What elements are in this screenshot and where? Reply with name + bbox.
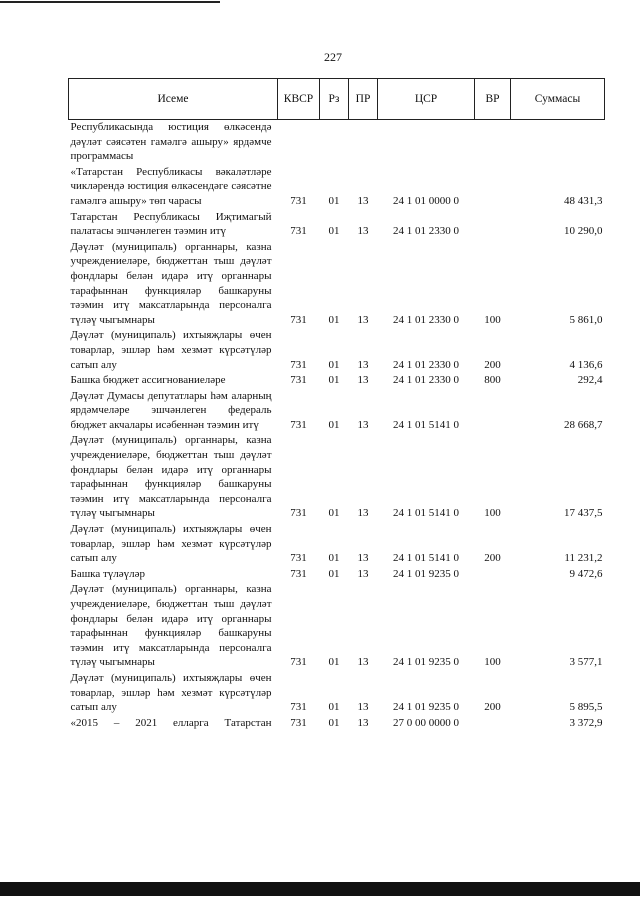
row-pr: 13 <box>357 374 369 387</box>
header-sum: Суммасы <box>511 79 605 120</box>
row-csr: 24 1 01 0000 0 <box>393 194 459 207</box>
row-rz: 01 <box>328 567 340 580</box>
table-row <box>69 582 605 671</box>
row-csr: 24 1 01 9235 0 <box>393 701 459 714</box>
row-sum: 9 472,6 <box>569 567 603 580</box>
row-name: Татарстан Республикасы Иҗтимагый палатасы эшчәнлеген тәэмин итү <box>70 210 272 238</box>
row-vr <box>475 567 511 583</box>
row-csr: 27 0 00 0000 0 <box>393 716 459 729</box>
row-csr: 24 1 01 5141 0 <box>393 507 459 520</box>
row-kvsr: 731 <box>290 225 307 238</box>
row-sum: 5 895,5 <box>569 701 603 714</box>
row-vr: 800 <box>484 374 501 387</box>
row-sum: 292,4 <box>577 374 603 387</box>
row-vr: 100 <box>484 507 501 520</box>
row-rz: 01 <box>328 194 340 207</box>
row-pr: 13 <box>357 567 369 580</box>
row-pr: 13 <box>357 194 369 207</box>
row-kvsr: 731 <box>290 507 307 520</box>
header-kvsr: КВСР <box>278 79 320 120</box>
row-pr <box>349 120 378 165</box>
row-pr: 13 <box>357 552 369 565</box>
row-name: Дәүләт (муниципаль) ихтыяҗлары өчен товарлар, эшләр һәм хезмәт күрсәтүләр сатып алу <box>70 329 272 371</box>
row-vr <box>475 120 511 165</box>
row-name: Дәүләт (муниципаль) органнары, казна учреждениеләре, бюджеттан тыш дәүләт фондлары белән идарә итү органнары тарафыннан функцияләр башкаруны тәэмин итү максатларында персоналга түләү чыгымнары <box>70 434 272 520</box>
row-csr: 24 1 01 2330 0 <box>393 313 459 326</box>
row-rz: 01 <box>328 701 340 714</box>
row-sum: 5 861,0 <box>569 313 603 326</box>
row-sum: 17 437,5 <box>564 507 603 520</box>
row-sum: 10 290,0 <box>564 225 603 238</box>
row-csr: 24 1 01 2330 0 <box>393 358 459 371</box>
row-rz: 01 <box>328 225 340 238</box>
row-csr: 24 1 01 2330 0 <box>393 374 459 387</box>
row-kvsr: 731 <box>290 358 307 371</box>
row-name: Республикасында юстиция өлкәсендә дәүләт сәясәтен гамәлгә ашыру» ярдәмче программасы <box>70 121 272 163</box>
row-sum <box>511 120 605 165</box>
row-csr: 24 1 01 9235 0 <box>393 656 459 669</box>
table-row <box>69 433 605 522</box>
row-vr: 200 <box>484 552 501 565</box>
row-kvsr: 731 <box>290 716 307 729</box>
row-sum: 48 431,3 <box>564 194 603 207</box>
row-kvsr: 731 <box>290 313 307 326</box>
row-name: «2015 – 2021 елларга Татарстан <box>70 716 272 729</box>
row-rz: 01 <box>328 374 340 387</box>
row-kvsr: 731 <box>290 194 307 207</box>
row-csr: 24 1 01 9235 0 <box>393 567 459 580</box>
table-header-row <box>69 79 605 120</box>
row-vr <box>475 716 511 732</box>
header-csr: ЦСР <box>378 79 475 120</box>
row-sum: 4 136,6 <box>569 358 603 371</box>
row-vr: 200 <box>484 358 501 371</box>
row-pr: 13 <box>357 701 369 714</box>
row-kvsr: 731 <box>290 701 307 714</box>
row-kvsr: 731 <box>290 418 307 431</box>
row-pr: 13 <box>357 225 369 238</box>
row-pr: 13 <box>357 507 369 520</box>
row-rz: 01 <box>328 358 340 371</box>
table-row <box>69 716 605 732</box>
row-sum: 3 577,1 <box>569 656 603 669</box>
row-rz: 01 <box>328 313 340 326</box>
row-kvsr: 731 <box>290 567 307 580</box>
row-kvsr: 731 <box>290 656 307 669</box>
row-pr: 13 <box>357 313 369 326</box>
row-rz: 01 <box>328 507 340 520</box>
row-kvsr: 731 <box>290 552 307 565</box>
table-row <box>69 389 605 434</box>
row-pr: 13 <box>357 716 369 729</box>
row-kvsr: 731 <box>290 374 307 387</box>
row-csr: 24 1 01 2330 0 <box>393 225 459 238</box>
row-vr: 100 <box>484 656 501 669</box>
row-vr: 100 <box>484 313 501 326</box>
row-rz: 01 <box>328 418 340 431</box>
budget-table <box>68 78 605 731</box>
row-name: Дәүләт (муниципаль) ихтыяҗлары өчен товарлар, эшләр һәм хезмәт күрсәтүләр сатып алу <box>70 671 272 714</box>
header-vr: ВР <box>475 79 511 120</box>
table-row <box>69 240 605 329</box>
row-csr: 24 1 01 5141 0 <box>393 552 459 565</box>
row-name: Дәүләт (муниципаль) органнары, казна учреждениеләре, бюджеттан тыш дәүләт фондлары белән идарә итү органнары тарафыннан функцияләр башкаруны тәэмин итү максатларында персоналга түләү чыгымнары <box>70 583 272 669</box>
row-name: Дәүләт (муниципаль) органнары, казна учреждениеләре, бюджеттан тыш дәүләт фондлары белән идарә итү органнары тарафыннан функцияләр башкаруны тәэмин итү максатларында персоналга түләү чыгымнары <box>70 240 272 326</box>
page-number: 227 <box>324 50 342 64</box>
scan-bottom-edge <box>0 882 640 896</box>
row-sum: 11 231,2 <box>564 552 603 565</box>
row-vr <box>475 165 511 210</box>
row-sum: 28 668,7 <box>564 418 603 431</box>
row-name: Дәүләт (муниципаль) ихтыяҗлары өчен товарлар, эшләр һәм хезмәт күрсәтүләр сатып алу <box>70 523 272 565</box>
row-name: «Татарстан Республикасы вәкаләтләре чикләрендә юстиция өлкәсендәге сәясәтне гамәлгә ашыру» төп чарасы <box>70 165 272 207</box>
table-row <box>69 328 605 373</box>
table-row <box>69 373 605 389</box>
row-name: Дәүләт Думасы депутатлары һәм аларның ярдәмчеләре эшчәнлеген федераль бюджет акчалары исәбеннән тәэмин итү <box>70 389 272 431</box>
header-pr: ПР <box>349 79 378 120</box>
row-pr: 13 <box>357 418 369 431</box>
row-vr <box>475 210 511 240</box>
header-name: Исеме <box>69 79 278 120</box>
scan-top-rule <box>0 1 220 3</box>
table-row <box>69 567 605 583</box>
row-pr: 13 <box>357 656 369 669</box>
table-row <box>69 671 605 716</box>
table-row <box>69 165 605 210</box>
row-name: Башка түләүләр <box>70 567 146 580</box>
row-vr: 200 <box>484 701 501 714</box>
table-row <box>69 522 605 567</box>
row-rz <box>320 120 349 165</box>
row-rz: 01 <box>328 552 340 565</box>
row-sum: 3 372,9 <box>569 716 603 729</box>
table-row <box>69 210 605 240</box>
header-rz: Рз <box>320 79 349 120</box>
row-csr <box>378 120 475 165</box>
row-rz: 01 <box>328 656 340 669</box>
row-vr <box>475 389 511 434</box>
row-csr: 24 1 01 5141 0 <box>393 418 459 431</box>
row-rz: 01 <box>328 716 340 729</box>
table-row <box>69 120 605 165</box>
row-name: Башка бюджет ассигнованиеләре <box>70 374 226 387</box>
row-kvsr <box>278 120 320 165</box>
row-pr: 13 <box>357 358 369 371</box>
